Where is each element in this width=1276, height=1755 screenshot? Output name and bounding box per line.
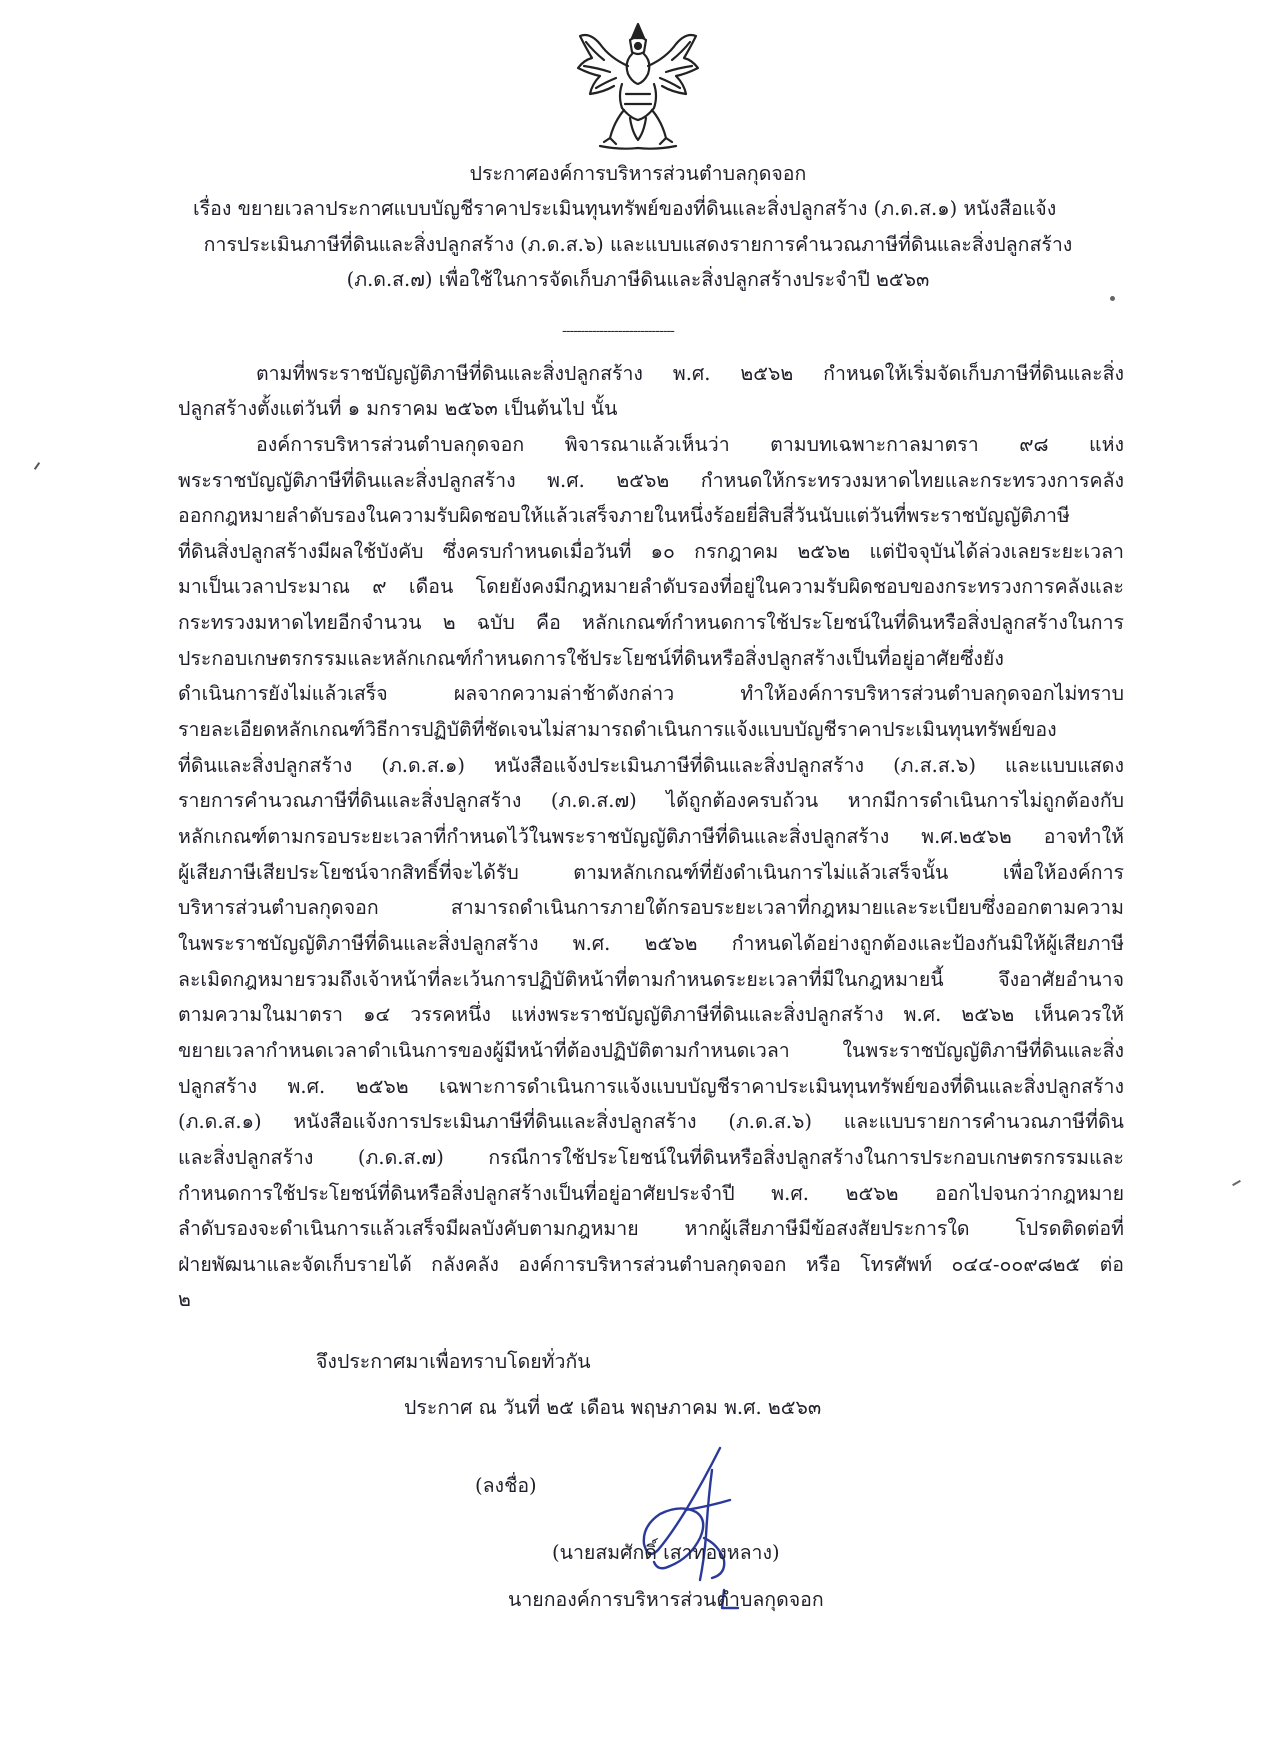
body-line: ที่ดินและสิ่งปลูกสร้าง (ภ.ด.ส.๑) หนังสือแจ้งประเมินภาษีที่ดินและสิ่งปลูกสร้าง (ภ.ส.ส.๖) และแบบแสดง xyxy=(178,754,1124,777)
body-line: ฝ่ายพัฒนาและจัดเก็บรายได้ กลังคลัง องค์การบริหารส่วนตำบลกุดจอก หรือ โทรศัพท์ ๐๔๔-๐๐๙๘๒๕ ต่อ xyxy=(178,1253,1124,1276)
announcement-date: ประกาศ ณ วันที่ ๒๕ เดือน พฤษภาคม พ.ศ. ๒๕๖๓ xyxy=(404,1396,822,1419)
subject-line-1: เรื่อง ขยายเวลาประกาศแบบบัญชีราคาประเมินทุนทรัพย์ของที่ดินและสิ่งปลูกสร้าง (ภ.ด.ส.๑) หนังสือแจ้ง xyxy=(193,197,1057,220)
body-line: ปลูกสร้าง พ.ศ. ๒๕๖๒ เฉพาะการดำเนินการแจ้งแบบบัญชีราคาประเมินทุนทรัพย์ของที่ดินและสิ่งปลูกสร้าง xyxy=(178,1075,1124,1098)
subject-line-2: การประเมินภาษีที่ดินและสิ่งปลูกสร้าง (ภ.ด.ส.๖) และแบบแสดงรายการคำนวณภาษีที่ดินและสิ่งปลูกสร้าง xyxy=(203,233,1073,256)
body-line: องค์การบริหารส่วนตำบลกุดจอก พิจารณาแล้วเห็นว่า ตามบทเฉพาะกาลมาตรา ๙๘ แห่ง xyxy=(256,433,1124,456)
body-line: พระราชบัญญัติภาษีที่ดินและสิ่งปลูกสร้าง พ.ศ. ๒๕๖๒ กำหนดให้กระทรวงมหาดไทยและกระทรวงการคลัง xyxy=(178,469,1124,492)
signer-title: นายกองค์การบริหารส่วนตำบลกุดจอก xyxy=(508,1588,824,1611)
body-line: ประกอบเกษตรกรรมและหลักเกณฑ์กำหนดการใช้ประโยชน์ที่ดินหรือสิ่งปลูกสร้างเป็นที่อยู่อาศัยซึ่งยัง xyxy=(178,647,1004,670)
body-line: ๒ xyxy=(178,1288,191,1311)
scan-mark xyxy=(1110,296,1115,301)
closing-announce: จึงประกาศมาเพื่อทราบโดยทั่วกัน xyxy=(316,1350,591,1373)
body-line: ละเมิดกฎหมายรวมถึงเจ้าหน้าที่ละเว้นการปฏิบัติหน้าที่ตามกำหนดระยะเวลาที่มีในกฎหมายนี้ จึงอาศัยอำนาจ xyxy=(178,968,1124,991)
body-line: รายการคำนวณภาษีที่ดินและสิ่งปลูกสร้าง (ภ.ด.ส.๗) ได้ถูกต้องครบถ้วน หากมีการดำเนินการไม่ถูกต้องกับ xyxy=(178,789,1124,812)
body-line: กระทรวงมหาดไทยอีกจำนวน ๒ ฉบับ คือ หลักเกณฑ์กำหนดการใช้ประโยชน์ในที่ดินหรือสิ่งปลูกสร้างในการ xyxy=(178,611,1124,634)
body-line: ตามความในมาตรา ๑๔ วรรคหนึ่ง แห่งพระราชบัญญัติภาษีที่ดินและสิ่งปลูกสร้าง พ.ศ. ๒๕๖๒ เห็นควรให้ xyxy=(178,1003,1124,1026)
body-line: ตามที่พระราชบัญญัติภาษีที่ดินและสิ่งปลูกสร้าง พ.ศ. ๒๕๖๒ กำหนดให้เริ่มจัดเก็บภาษีที่ดินและสิ่ง xyxy=(256,362,1124,385)
body-line: กำหนดการใช้ประโยชน์ที่ดินหรือสิ่งปลูกสร้างเป็นที่อยู่อาศัยประจำปี พ.ศ. ๒๕๖๒ ออกไปจนกว่ากฎหมาย xyxy=(178,1182,1124,1205)
body-line: ดำเนินการยังไม่แล้วเสร็จ ผลจากความล่าช้าดังกล่าว ทำให้องค์การบริหารส่วนตำบลกุดจอกไม่ทราบ xyxy=(178,682,1124,705)
body-line: ที่ดินสิ่งปลูกสร้างมีผลใช้บังคับ ซึ่งครบกำหนดเมื่อวันที่ ๑๐ กรกฎาคม ๒๕๖๒ แต่ปัจจุบันได้ล่วงเลยระยะเวลา xyxy=(178,540,1124,563)
garuda-emblem-icon xyxy=(570,18,706,156)
body-line: ออกกฎหมายลำดับรองในความรับผิดชอบให้แล้วเสร็จภายในหนึ่งร้อยยี่สิบสี่วันนับแต่วันที่พระราชบัญญัติภาษี xyxy=(178,504,1070,527)
body-line: ปลูกสร้างตั้งแต่วันที่ ๑ มกราคม ๒๕๖๓ เป็นต้นไป นั้น xyxy=(178,397,618,420)
body-line: หลักเกณฑ์ตามกรอบระยะเวลาที่กำหนดไว้ในพระราชบัญญัติภาษีที่ดินและสิ่งปลูกสร้าง พ.ศ.๒๕๖๒ อาจทำให้ xyxy=(178,825,1124,848)
body-line: รายละเอียดหลักเกณฑ์วิธีการปฏิบัติที่ชัดเจนไม่สามารถดำเนินการแจ้งแบบบัญชีราคาประเมินทุนทรัพย์ของ xyxy=(178,718,1057,741)
body-line: ลำดับรองจะดำเนินการแล้วเสร็จมีผลบังคับตามกฎหมาย หากผู้เสียภาษีมีข้อสงสัยประการใด โปรดติดต่อที่ xyxy=(178,1217,1124,1240)
announcement-org-line: ประกาศองค์การบริหารส่วนตำบลกุดจอก xyxy=(469,162,807,185)
body-line: ในพระราชบัญญัติภาษีที่ดินและสิ่งปลูกสร้าง พ.ศ. ๒๕๖๒ กำหนดได้อย่างถูกต้องและป้องกันมิให้ผู้เสียภาษี xyxy=(178,932,1124,955)
scan-mark xyxy=(1232,1180,1241,1186)
signer-name: (นายสมศักดิ์ เสาทองหลาง) xyxy=(552,1541,780,1564)
body-line: ขยายเวลากำหนดเวลาดำเนินการของผู้มีหน้าที่ต้องปฏิบัติตามกำหนดเวลา ในพระราชบัญญัติภาษีที่ดินและสิ่ง xyxy=(178,1039,1124,1062)
signed-label: (ลงชื่อ) xyxy=(475,1474,537,1497)
body-line: (ภ.ด.ส.๑) หนังสือแจ้งการประเมินภาษีที่ดินและสิ่งปลูกสร้าง (ภ.ด.ส.๖) และแบบรายการคำนวณภาษีที่ดิน xyxy=(178,1110,1124,1133)
body-line: และสิ่งปลูกสร้าง (ภ.ด.ส.๗) กรณีการใช้ประโยชน์ในที่ดินหรือสิ่งปลูกสร้างในการประกอบเกษตรกรรมและ xyxy=(178,1146,1124,1169)
header-divider: ------------------------------ xyxy=(562,323,674,339)
scan-mark xyxy=(34,462,40,470)
body-line: มาเป็นเวลาประมาณ ๙ เดือน โดยยังคงมีกฎหมายลำดับรองที่อยู่ในความรับผิดชอบของกระทรวงการคลังและ xyxy=(178,575,1124,598)
body-line: บริหารส่วนตำบลกุดจอก สามารถดำเนินการภายใต้กรอบระยะเวลาที่กฎหมายและระเบียบซึ่งออกตามความ xyxy=(178,896,1124,919)
body-line: ผู้เสียภาษีเสียประโยชน์จากสิทธิ์ที่จะได้รับ ตามหลักเกณฑ์ที่ยังดำเนินการไม่แล้วเสร็จนั้น เพื่อให้องค์การ xyxy=(178,861,1124,884)
subject-line-3: (ภ.ด.ส.๗) เพื่อใช้ในการจัดเก็บภาษีดินและสิ่งปลูกสร้างประจำปี ๒๕๖๓ xyxy=(346,268,930,291)
